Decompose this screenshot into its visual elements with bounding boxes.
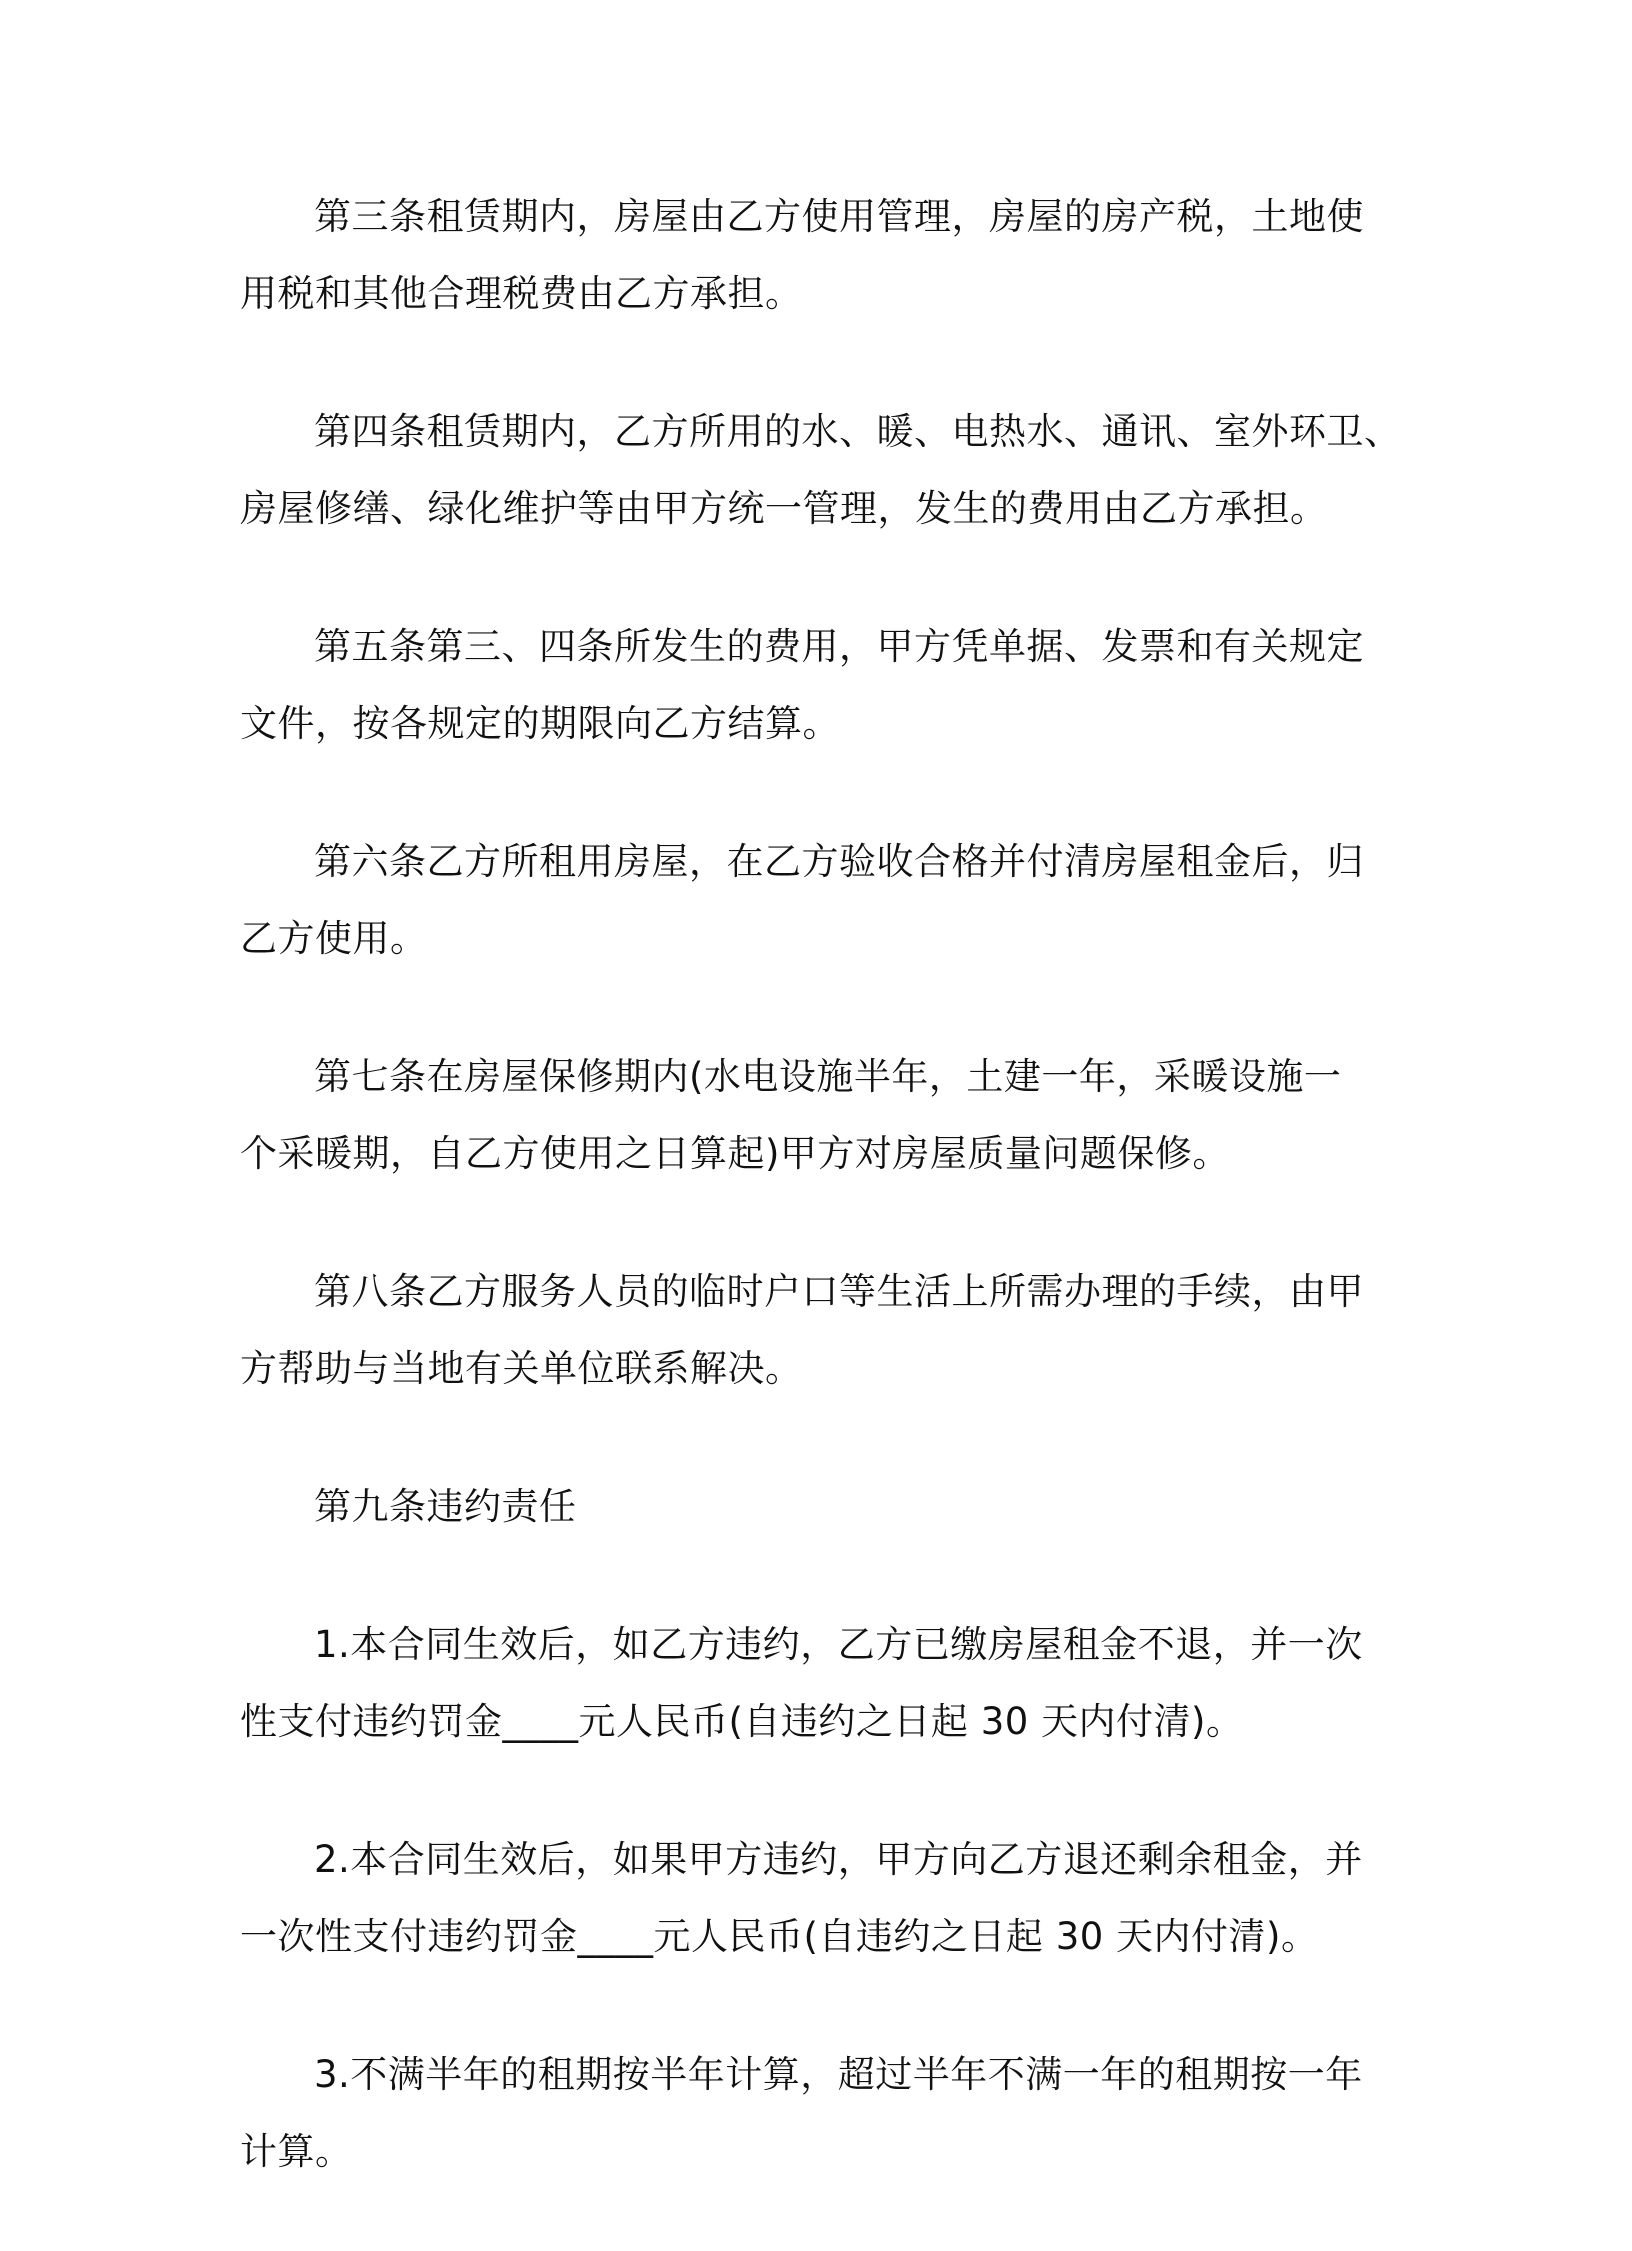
paragraph-article-4: [240, 393, 1400, 547]
paragraph-line: 第五条第三、四条所发生的费用，甲方凭单据、发票和有关规定: [314, 625, 1364, 668]
paragraph-line: 方帮助与当地有关单位联系解决。: [240, 1347, 803, 1390]
paragraph-line: 第七条在房屋保修期内(水电设施半年，土建一年，采暖设施一: [314, 1055, 1342, 1098]
paragraph-article-6: [240, 823, 1400, 977]
paragraph-line: 乙方使用。: [240, 917, 428, 960]
paragraph-line: 2.本合同生效后，如果甲方违约，甲方向乙方退还剩余租金，并: [314, 1838, 1363, 1881]
paragraph-line: 3.不满半年的租期按半年计算，超过半年不满一年的租期按一年: [314, 2053, 1363, 2096]
paragraph-line: 计算。: [240, 2130, 353, 2173]
paragraph-line: 性支付违约罚金____元人民币(自违约之日起 30 天内付清)。: [240, 1700, 1244, 1743]
paragraph-line: 1.本合同生效后，如乙方违约，乙方已缴房屋租金不退，并一次: [314, 1623, 1363, 1666]
paragraph-line: 第六条乙方所租用房屋，在乙方验收合格并付清房屋租金后，归: [314, 840, 1364, 883]
paragraph-article-7: [240, 1038, 1400, 1192]
paragraph-clause-2: [240, 1821, 1400, 1975]
paragraph-line: 个采暖期，自乙方使用之日算起)甲方对房屋质量问题保修。: [240, 1132, 1230, 1175]
paragraph-line: 第九条违约责任: [314, 1485, 577, 1528]
paragraph-clause-1: [240, 1606, 1400, 1760]
paragraph-article-8: [240, 1253, 1400, 1407]
paragraph-article-3: [240, 178, 1400, 332]
paragraph-line: 用税和其他合理税费由乙方承担。: [240, 272, 803, 315]
paragraph-clause-3: [240, 2036, 1400, 2190]
paragraph-line: 第八条乙方服务人员的临时户口等生活上所需办理的手续，由甲: [314, 1270, 1364, 1313]
paragraph-line: 房屋修缮、绿化维护等由甲方统一管理，发生的费用由乙方承担。: [240, 487, 1328, 530]
paragraph-line: 第三条租赁期内，房屋由乙方使用管理，房屋的房产税，土地使: [314, 195, 1364, 238]
document-body: [240, 178, 1400, 2251]
paragraph-line: 一次性支付违约罚金____元人民币(自违约之日起 30 天内付清)。: [240, 1915, 1319, 1958]
heading-article-9: [240, 1468, 1400, 1545]
paragraph-line: 第四条租赁期内，乙方所用的水、暖、电热水、通讯、室外环卫、: [314, 410, 1402, 453]
paragraph-line: 文件，按各规定的期限向乙方结算。: [240, 702, 840, 745]
paragraph-article-5: [240, 608, 1400, 762]
